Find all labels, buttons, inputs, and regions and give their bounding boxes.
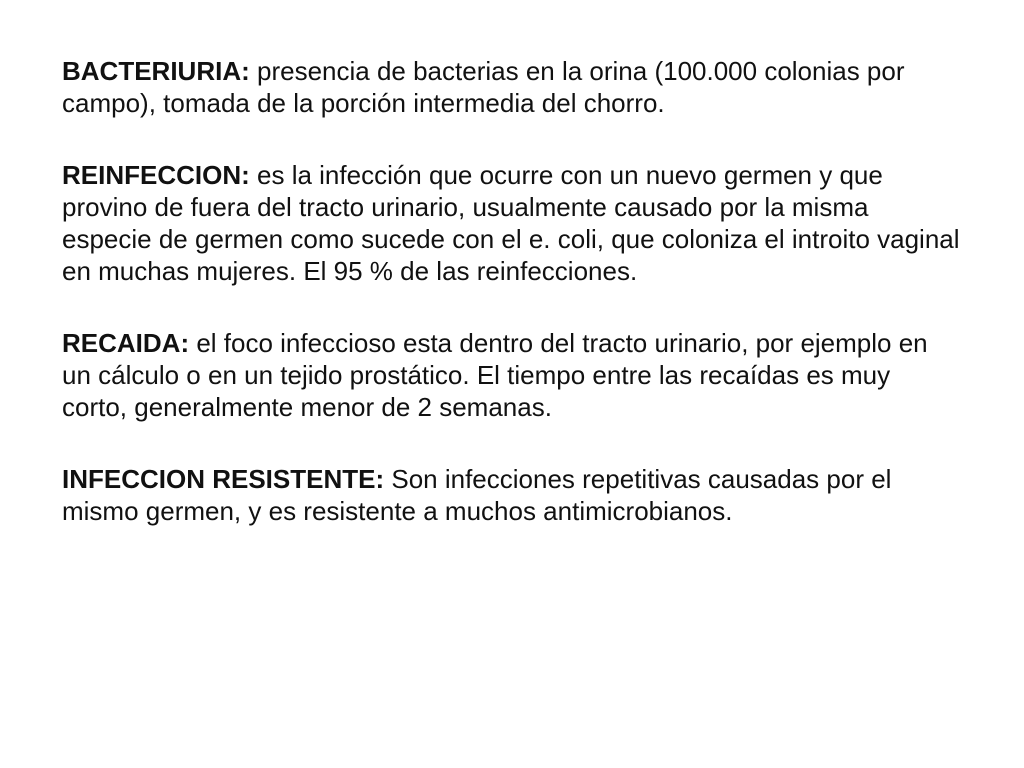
definition-infeccion-resistente xyxy=(62,463,962,527)
definition-recaida xyxy=(62,327,962,423)
term-infeccion-resistente: INFECCION RESISTENTE: xyxy=(62,464,385,494)
term-recaida: RECAIDA: xyxy=(62,328,190,358)
definition-reinfeccion xyxy=(62,159,962,287)
slide-content xyxy=(62,55,962,567)
term-bacteriuria: BACTERIURIA: xyxy=(62,56,250,86)
definition-text-infeccion-resistente: Son infecciones repetitivas causadas por el mismo germen, y es resistente a muchos antimicrobianos. xyxy=(62,464,892,526)
definition-text-bacteriuria: presencia de bacterias en la orina (100.000 colonias por campo), tomada de la porción intermedia del chorro. xyxy=(62,56,905,118)
term-reinfeccion: REINFECCION: xyxy=(62,160,250,190)
definition-text-reinfeccion: es la infección que ocurre con un nuevo germen y que provino de fuera del tracto urinario, usualmente causado por la misma especie de germen como sucede con el e. coli, que coloniza el introito vaginal en muchas mujeres. El 95 % de las reinfecciones. xyxy=(62,160,960,286)
definition-bacteriuria xyxy=(62,55,962,119)
definition-text-recaida: el foco infeccioso esta dentro del tracto urinario, por ejemplo en un cálculo o en un tejido prostático. El tiempo entre las recaídas es muy corto, generalmente menor de 2 semanas. xyxy=(62,328,928,422)
